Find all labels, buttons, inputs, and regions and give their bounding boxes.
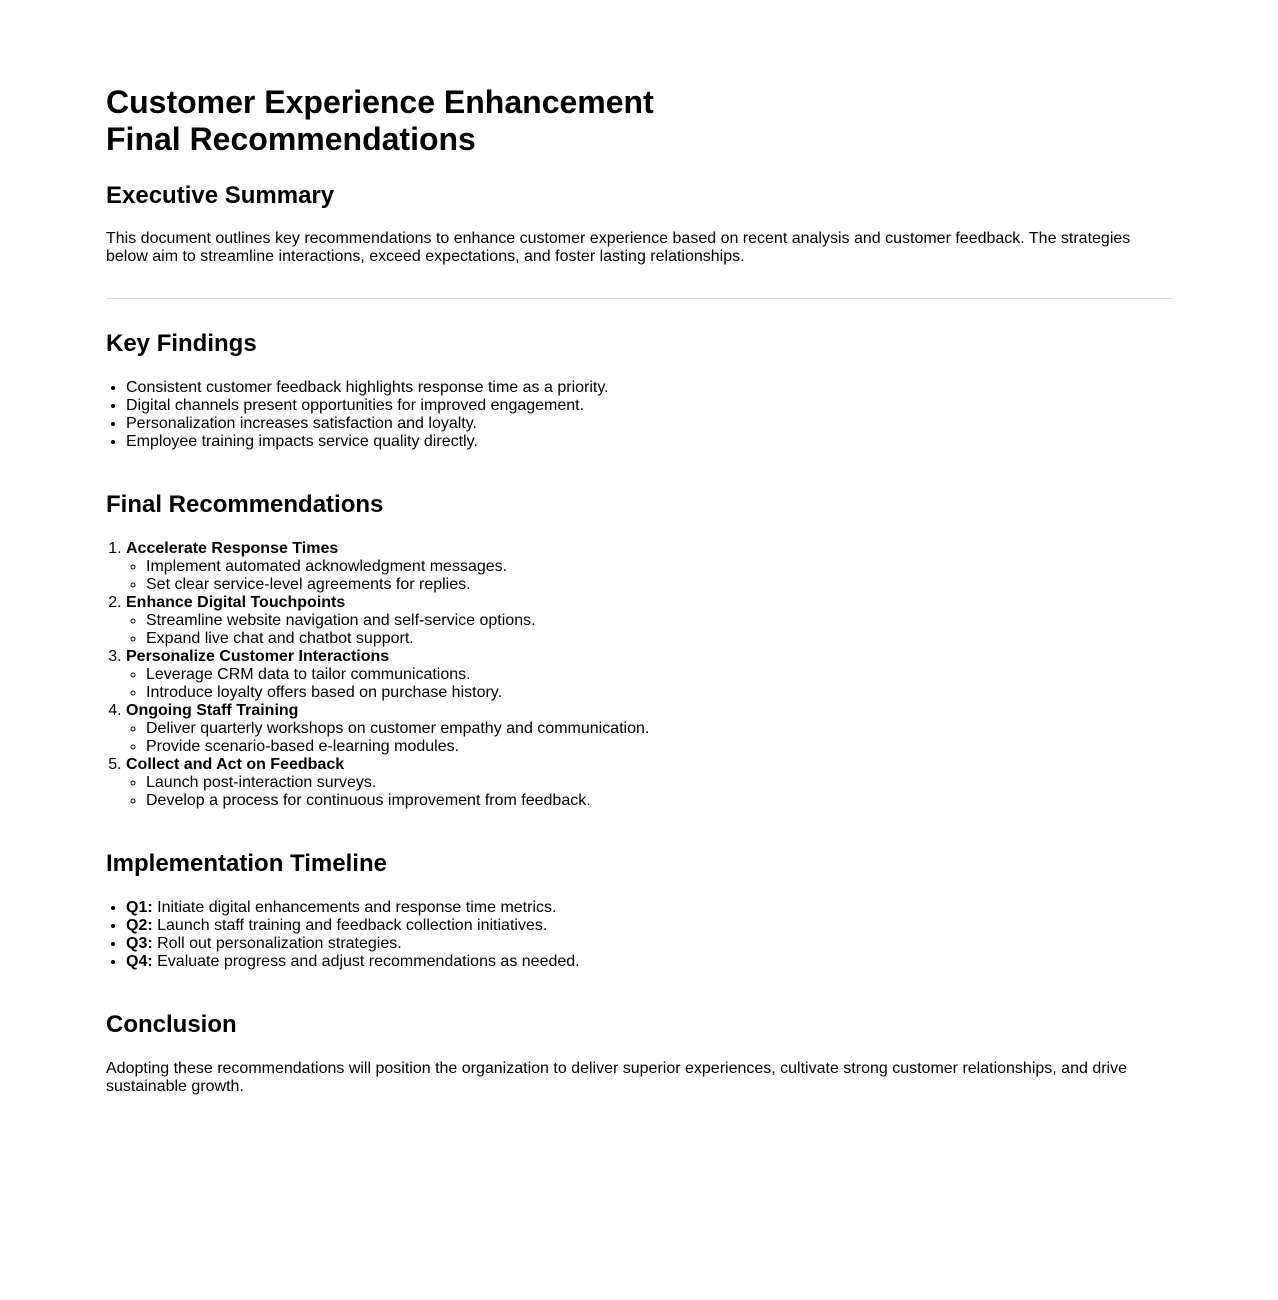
list-item: ◦ Deliver quarterly workshops on customer empathy and communication. bbox=[146, 720, 1172, 738]
conclusion-section bbox=[106, 1011, 1172, 1096]
executive-summary-text: This document outlines key recommendations to enhance customer experience based on recent analysis and customer feedback. The strategies below aim to streamline interactions, exceed expectations, and foster lasting relationships. bbox=[106, 230, 1131, 265]
conclusion-text: Adopting these recommendations will position the organization to deliver superior experiences, cultivate strong customer relationships, and drive sustainable growth. bbox=[106, 1060, 1127, 1095]
page-title-line-2: Final Recommendations bbox=[106, 121, 476, 157]
timeline-text: Roll out personalization strategies. bbox=[152, 935, 402, 952]
list-item: ◦ Develop a process for continuous improvement from feedback. bbox=[146, 792, 1172, 810]
recommendation-title: Enhance Digital Touchpoints bbox=[126, 594, 346, 611]
recommendation-points bbox=[126, 558, 1172, 594]
timeline-item bbox=[126, 899, 1172, 917]
list-item: ◦ Introduce loyalty offers based on purchase history. bbox=[146, 684, 1172, 702]
quarter-label: Q2: bbox=[126, 917, 153, 934]
key-findings-section bbox=[106, 330, 1172, 451]
list-item: ◦ Streamline website navigation and self-service options. bbox=[146, 612, 1172, 630]
implementation-timeline-section bbox=[106, 850, 1172, 971]
page-title-line-1: Customer Experience Enhancement bbox=[106, 84, 654, 120]
recommendation-item bbox=[126, 648, 1172, 702]
executive-summary-heading: Executive Summary bbox=[106, 182, 335, 209]
recommendation-item bbox=[126, 594, 1172, 648]
recommendation-title: Collect and Act on Feedback bbox=[126, 756, 345, 773]
final-recommendations-heading: Final Recommendations bbox=[106, 491, 384, 518]
list-item: ◦ Set clear service-level agreements for replies. bbox=[146, 576, 1172, 594]
key-findings-heading: Key Findings bbox=[106, 330, 257, 357]
page-title bbox=[106, 84, 1172, 158]
section-divider bbox=[106, 298, 1172, 299]
timeline-list bbox=[106, 899, 1172, 971]
executive-summary-section bbox=[106, 182, 1172, 266]
list-item: • Consistent customer feedback highlights response time as a priority. bbox=[126, 379, 1172, 397]
final-recommendations-section bbox=[106, 491, 1172, 810]
recommendation-points bbox=[126, 774, 1172, 810]
recommendation-title: Personalize Customer Interactions bbox=[126, 648, 390, 665]
list-item: • Personalization increases satisfaction and loyalty. bbox=[126, 415, 1172, 433]
list-item: ◦ Leverage CRM data to tailor communications. bbox=[146, 666, 1172, 684]
recommendation-title: Ongoing Staff Training bbox=[126, 702, 299, 719]
divider-wrapper bbox=[106, 266, 1172, 299]
document-page bbox=[106, 0, 1172, 1096]
implementation-timeline-heading: Implementation Timeline bbox=[106, 850, 387, 877]
timeline-text: Initiate digital enhancements and response time metrics. bbox=[152, 899, 557, 916]
quarter-label: Q1: bbox=[126, 899, 153, 916]
list-item: • Digital channels present opportunities for improved engagement. bbox=[126, 397, 1172, 415]
list-item: ◦ Provide scenario-based e-learning modules. bbox=[146, 738, 1172, 756]
list-item: • Employee training impacts service quality directly. bbox=[126, 433, 1172, 451]
recommendation-points bbox=[126, 666, 1172, 702]
recommendation-title: Accelerate Response Times bbox=[126, 540, 339, 557]
recommendation-item bbox=[126, 702, 1172, 756]
list-item: ◦ Expand live chat and chatbot support. bbox=[146, 630, 1172, 648]
key-findings-list bbox=[106, 379, 1172, 451]
quarter-label: Q4: bbox=[126, 953, 153, 970]
recommendation-points bbox=[126, 612, 1172, 648]
list-item: ◦ Implement automated acknowledgment messages. bbox=[146, 558, 1172, 576]
recommendation-points bbox=[126, 720, 1172, 756]
quarter-label: Q3: bbox=[126, 935, 153, 952]
recommendation-item bbox=[126, 540, 1172, 594]
recommendation-item bbox=[126, 756, 1172, 810]
list-item: ◦ Launch post-interaction surveys. bbox=[146, 774, 1172, 792]
conclusion-heading: Conclusion bbox=[106, 1011, 237, 1038]
timeline-text: Evaluate progress and adjust recommendations as needed. bbox=[152, 953, 580, 970]
timeline-text: Launch staff training and feedback collection initiatives. bbox=[152, 917, 548, 934]
timeline-item bbox=[126, 935, 1172, 953]
timeline-item bbox=[126, 917, 1172, 935]
recommendations-list bbox=[106, 540, 1172, 810]
timeline-item bbox=[126, 953, 1172, 971]
